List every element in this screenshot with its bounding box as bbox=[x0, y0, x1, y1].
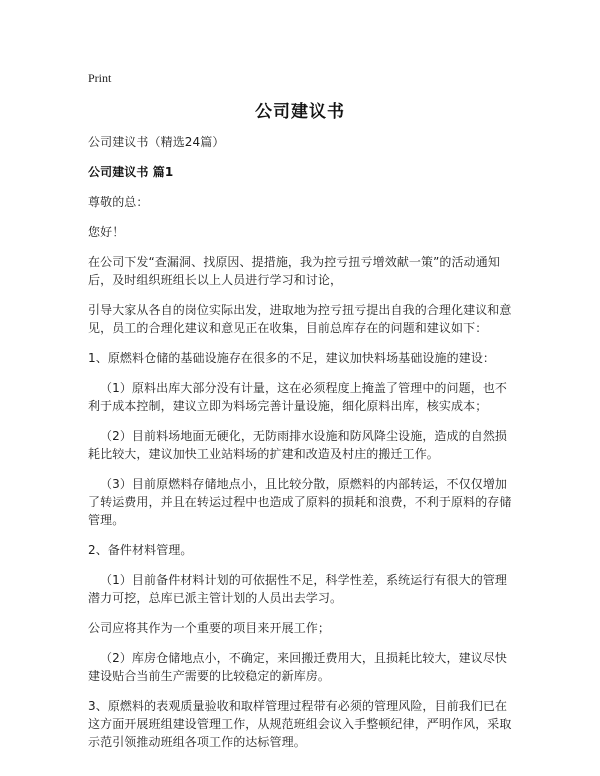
section-heading: 公司建议书 篇1 bbox=[88, 165, 174, 179]
paragraph: （2）目前料场地面无硬化，无防雨排水设施和防风降尘设施，造成的自然损耗比较大，建议加快工业站料场的扩建和改造及村庄的搬迁工作。 bbox=[88, 429, 508, 461]
paragraph: 3、原燃料的表观质量验收和取样管理过程带有必须的管理风险，目前我们已在这方面开展班组建设管理工作，从规范班组会议入手整顿纪律，严明作风，采取示范引领推动班组各项工作的达标管理。 bbox=[88, 699, 512, 749]
paragraph: 公司应将其作为一个重要的项目来开展工作； bbox=[88, 621, 331, 635]
paragraph: 引导大家从各自的岗位实际出发，进取地为控亏扭亏提出自我的合理化建议和意见，员工的合理化建议和意见正在收集，目前总库存在的问题和建议如下： bbox=[88, 303, 512, 335]
paragraph: （1）目前备件材料计划的可依据性不足，科学性差，系统运行有很大的管理潜力可挖，总库已派主管计划的人员出去学习。 bbox=[88, 573, 508, 605]
paragraph: 您好！ bbox=[88, 225, 125, 239]
paragraph: （1）原料出库大部分没有计量，这在必须程度上掩盖了管理中的问题，也不利于成本控制，建议立即为料场完善计量设施，细化原料出库，核实成本； bbox=[88, 381, 508, 413]
paragraph: （3）目前原燃料存储地点小，且比较分散，原燃料的内部转运，不仅仅增加了转运费用，并且在转运过程中也造成了原料的损耗和浪费，不利于原料的存储管理。 bbox=[88, 477, 512, 527]
paragraph: 尊敬的总： bbox=[88, 195, 149, 209]
print-label[interactable]: Print bbox=[88, 71, 112, 85]
document-body bbox=[88, 133, 516, 763]
paragraph: 2、备件材料管理。 bbox=[88, 543, 193, 557]
page-title: 公司建议书 bbox=[255, 102, 345, 122]
paragraph: 公司建议书（精选24篇） bbox=[88, 135, 225, 149]
paragraph: 1、原燃料仓储的基础设施存在很多的不足，建议加快料场基础设施的建设： bbox=[88, 351, 496, 365]
paragraph: 在公司下发“查漏洞、找原因、提措施，我为控亏扭亏增效献一策”的活动通知后，及时组织班组长以上人员进行学习和讨论， bbox=[88, 255, 500, 287]
paragraph: （2）库房仓储地点小，不确定，来回搬迁费用大，且损耗比较大，建议尽快建设贴合当前生产需要的比较稳定的新库房。 bbox=[88, 651, 508, 683]
